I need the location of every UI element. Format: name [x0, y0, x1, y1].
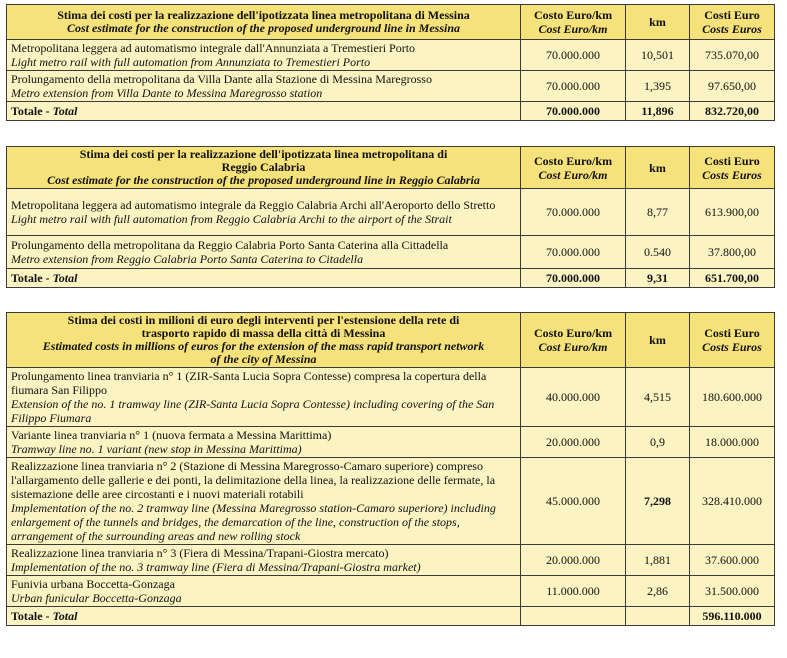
row-description [7, 576, 521, 607]
col-header-cost-km-en: Cost Euro/km [538, 167, 608, 182]
col-header-cost-km [521, 147, 626, 189]
col-header-costs-it: Costi Euro [704, 326, 760, 340]
col-header-costs-en: Costs Euros [702, 167, 762, 182]
table-row [7, 458, 775, 545]
row-cost-km: 20.000.000 [521, 545, 626, 576]
table-header-row [7, 5, 775, 40]
row-description [7, 189, 521, 236]
row-desc-it: Variante linea tranviaria n° 1 (nuova fermata a Messina Marittima) [11, 428, 332, 442]
col-header-cost-km [521, 5, 626, 40]
row-km: 1,395 [626, 71, 690, 102]
row-cost-km: 70.000.000 [521, 236, 626, 269]
row-desc-en: Metro extension from Reggio Calabria Porto Santa Caterina to Citadella [11, 252, 364, 266]
messina-metro-cost-table [6, 4, 775, 121]
row-cost: 180.600.000 [690, 368, 775, 427]
col-header-costs-it: Costi Euro [704, 153, 760, 168]
col-header-km: km [626, 5, 690, 40]
total-cost-km: 70.000.000 [521, 269, 626, 288]
table-header-row [7, 147, 775, 189]
table-title-en: Estimated costs in millions of euros for the extension of the mass rapid transport network of the city of Messina [42, 339, 485, 366]
table-title [7, 147, 521, 189]
row-cost-km: 45.000.000 [521, 458, 626, 545]
row-km: 8,77 [626, 189, 690, 236]
col-header-cost-km-en: Cost Euro/km [538, 340, 608, 354]
row-cost-km: 11.000.000 [521, 576, 626, 607]
row-cost: 735.070,00 [690, 40, 775, 71]
row-cost-km: 70.000.000 [521, 71, 626, 102]
col-header-costs [690, 5, 775, 40]
row-desc-it: Metropolitana leggera ad automatismo integrale da Reggio Calabria Archi all'Aeroporto dello Stretto [11, 198, 496, 212]
row-desc-it: Prolungamento della metropolitana da Villa Dante alla Stazione di Messina Maregrosso [11, 72, 432, 86]
row-cost-km: 20.000.000 [521, 427, 626, 458]
table-row [7, 71, 775, 102]
row-desc-it: Realizzazione linea tranviaria n° 3 (Fiera di Messina/Trapani-Giostra mercato) [11, 546, 389, 560]
col-header-cost-km-it: Costo Euro/km [533, 8, 613, 22]
table-row [7, 545, 775, 576]
row-description [7, 40, 521, 71]
table-row [7, 576, 775, 607]
row-cost-km: 70.000.000 [521, 189, 626, 236]
table-title-en: Cost estimate for the construction of the proposed underground line in Messina [66, 21, 461, 35]
row-km: 7,298 [626, 458, 690, 545]
row-desc-en: Urban funicular Boccetta-Gonzaga [11, 591, 182, 605]
col-header-costs [690, 147, 775, 189]
row-description [7, 236, 521, 269]
row-cost: 37.600.000 [690, 545, 775, 576]
table-title-en: Cost estimate for the construction of the proposed underground line in Reggio Calabria [47, 173, 480, 187]
total-km: 9,31 [626, 269, 690, 288]
row-description [7, 458, 521, 545]
total-cost: 596.110.000 [690, 607, 775, 626]
col-header-cost-km-it: Costo Euro/km [533, 153, 613, 168]
row-desc-en: Extension of the no. 1 tramway line (ZIR-Santa Lucia Sopra Contesse) including covering of the San Filippo Fiumara [11, 397, 495, 425]
table-row [7, 40, 775, 71]
table-row [7, 236, 775, 269]
row-km: 4,515 [626, 368, 690, 427]
total-cost-km [521, 607, 626, 626]
row-cost-km: 70.000.000 [521, 40, 626, 71]
table-row [7, 368, 775, 427]
table-title-it: Stima dei costi per la realizzazione dell'ipotizzata linea metropolitana di Messina [57, 8, 470, 22]
row-cost: 613.900,00 [690, 189, 775, 236]
row-km: 1,881 [626, 545, 690, 576]
row-desc-it: Realizzazione linea tranviaria n° 2 (Stazione di Messina Maregrosso-Camaro superiore) compreso l'allargamento delle gallerie e dei ponti, la delimitazione della linea, la realizzazione delle fermate, la sistemazione delle aree circostanti e i nuovi materiali rotabili [11, 459, 496, 501]
row-cost: 31.500.000 [690, 576, 775, 607]
table-row [7, 189, 775, 236]
row-desc-en: Implementation of the no. 2 tramway line (Messina Maregrosso station-Camaro superiore) including enlargement of the tunnels and bridges, the demarcation of the line, construction of the stops, arrangement of the surrounding areas and new rolling stock [11, 501, 496, 543]
col-header-cost-km-en: Cost Euro/km [538, 22, 608, 36]
row-desc-it: Prolungamento della metropolitana da Reggio Calabria Porto Santa Caterina alla Cittadella [11, 238, 449, 252]
total-label-en: Total [52, 271, 78, 285]
row-desc-en: Implementation of the no. 3 tramway line (Fiera di Messina/Trapani-Giostra market) [11, 560, 421, 574]
row-km: 0,9 [626, 427, 690, 458]
row-km: 0.540 [626, 236, 690, 269]
total-km [626, 607, 690, 626]
col-header-cost-km [521, 313, 626, 368]
total-label-en: Total [52, 104, 78, 118]
total-label-it: Totale - [11, 609, 53, 623]
col-header-costs-en: Costs Euros [702, 22, 762, 36]
col-header-km: km [626, 147, 690, 189]
row-desc-it: Funivia urbana Boccetta-Gonzaga [11, 577, 175, 591]
total-cost: 651.700,00 [690, 269, 775, 288]
row-desc-it: Metropolitana leggera ad automatismo integrale dall'Annunziata a Tremestieri Porto [11, 41, 416, 55]
total-row [7, 102, 775, 121]
total-label-it: Totale - [11, 271, 53, 285]
total-label [7, 102, 521, 121]
table-title [7, 313, 521, 368]
row-description [7, 427, 521, 458]
row-cost: 37.800,00 [690, 236, 775, 269]
col-header-costs-en: Costs Euros [702, 340, 762, 354]
row-desc-it: Prolungamento linea tranviaria n° 1 (ZIR-Santa Lucia Sopra Contesse) compresa la copertura della fiumara San Filippo [11, 369, 487, 397]
row-description [7, 71, 521, 102]
col-header-costs-it: Costi Euro [704, 8, 760, 22]
table-title [7, 5, 521, 40]
total-label-en: Total [52, 609, 78, 623]
total-cost-km: 70.000.000 [521, 102, 626, 121]
total-label [7, 607, 521, 626]
row-desc-en: Light metro rail with full automation from Reggio Calabria Archi to the airport of the Strait [11, 212, 452, 226]
total-row [7, 269, 775, 288]
total-cost: 832.720,00 [690, 102, 775, 121]
col-header-cost-km-it: Costo Euro/km [533, 326, 613, 340]
row-desc-en: Tramway line no. 1 variant (new stop in Messina Marittima) [11, 442, 302, 456]
row-cost-km: 40.000.000 [521, 368, 626, 427]
row-cost: 97.650,00 [690, 71, 775, 102]
row-desc-en: Light metro rail with full automation from Annunziata to Tremestieri Porto [11, 55, 371, 69]
row-description [7, 368, 521, 427]
table-header-row [7, 313, 775, 368]
total-km: 11,896 [626, 102, 690, 121]
row-km: 2,86 [626, 576, 690, 607]
total-row [7, 607, 775, 626]
row-cost: 18.000.000 [690, 427, 775, 458]
col-header-km: km [626, 313, 690, 368]
table-title-it: Stima dei costi in milioni di euro degli interventi per l'estensione della rete di trasporto rapido di massa della città di Messina [67, 313, 460, 340]
col-header-costs [690, 313, 775, 368]
reggio-metro-cost-table [6, 146, 775, 288]
row-cost: 328.410.000 [690, 458, 775, 545]
total-label [7, 269, 521, 288]
row-desc-en: Metro extension from Villa Dante to Messina Maregrosso station [11, 86, 323, 100]
messina-transit-extension-cost-table [6, 312, 775, 626]
row-description [7, 545, 521, 576]
table-row [7, 427, 775, 458]
table-title-it: Stima dei costi per la realizzazione dell'ipotizzata linea metropolitana di Reggio Calabria [79, 147, 448, 174]
total-label-it: Totale - [11, 104, 53, 118]
row-km: 10,501 [626, 40, 690, 71]
